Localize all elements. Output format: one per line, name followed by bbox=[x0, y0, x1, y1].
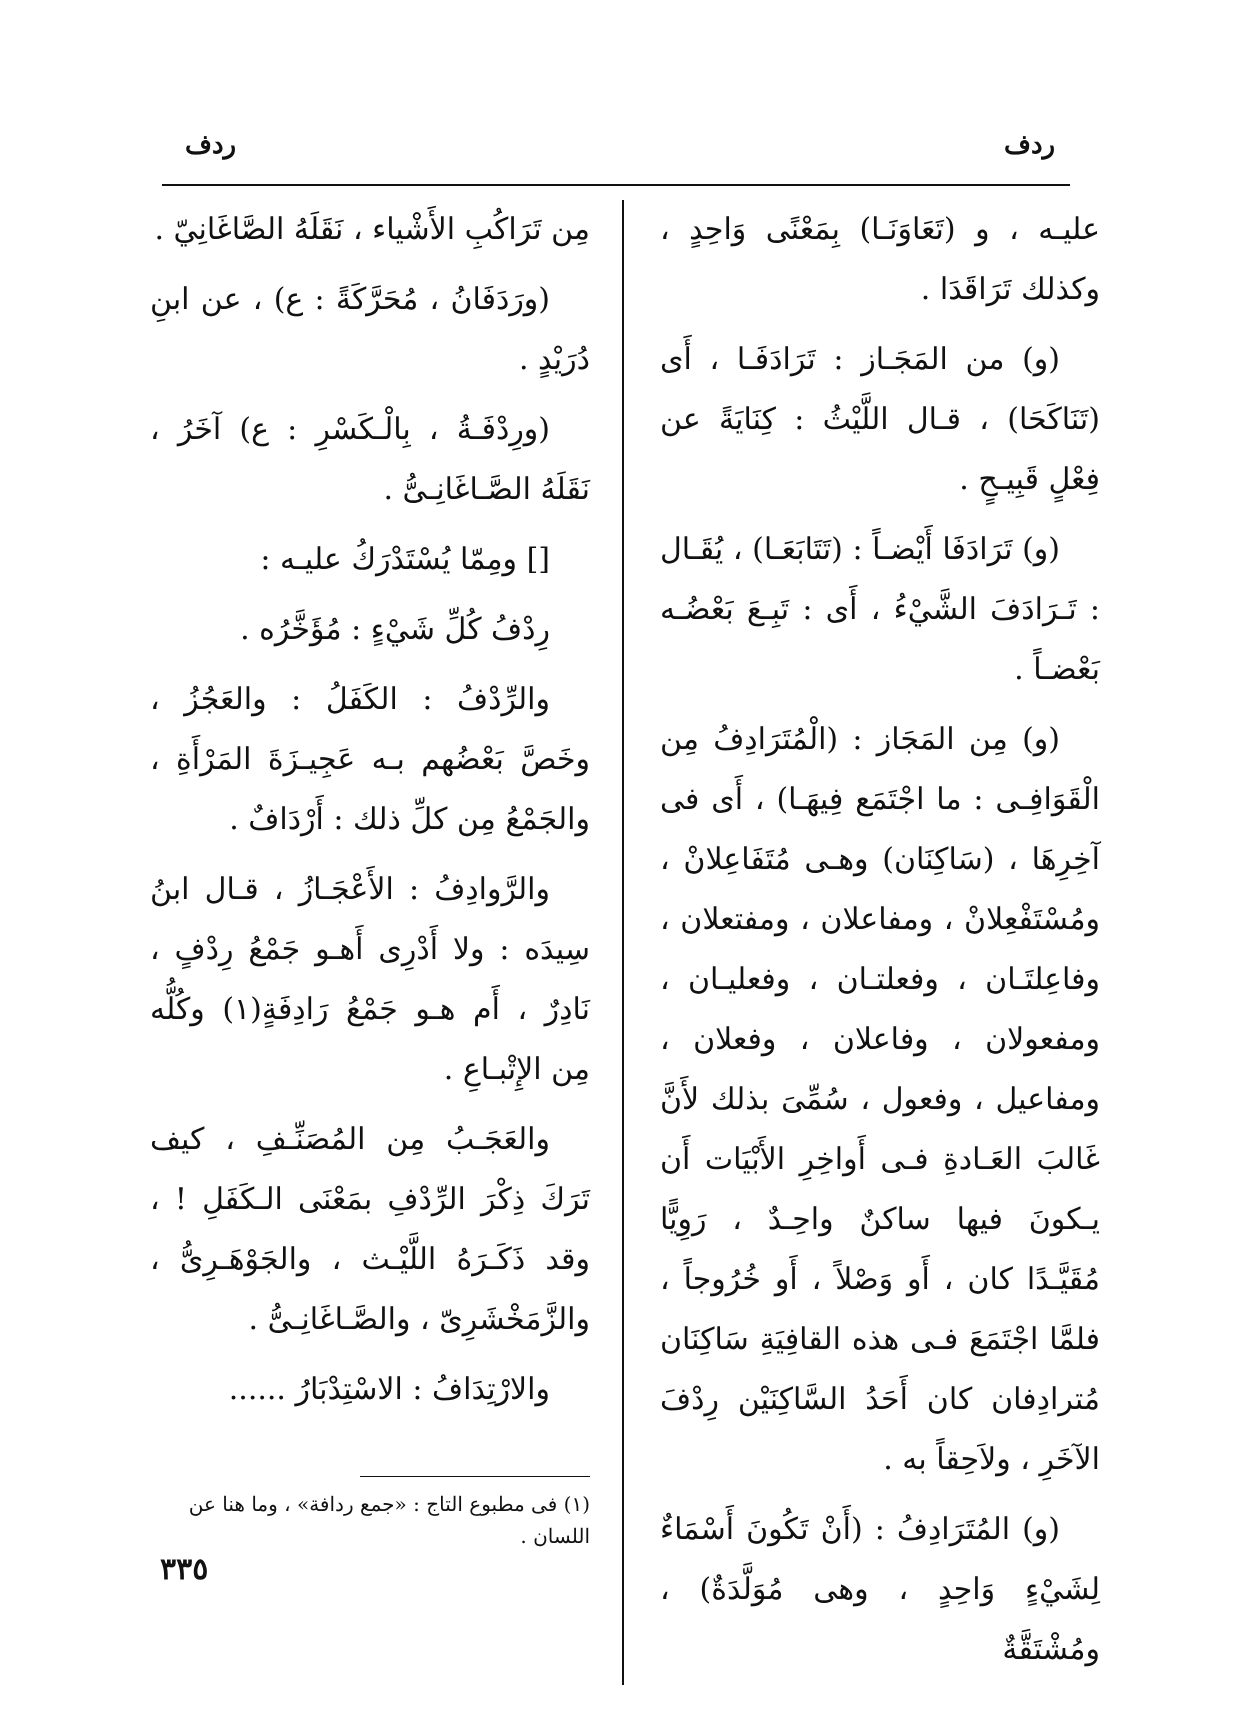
right-paragraph-5: (و) المُتَرَادِفُ : (أَنْ تَكُونَ أَسْمَاءٌ لِشَيْءٍ وَاحِدٍ ، وهى مُوَلَّدَةٌ) ، ومُشْتَقَّةٌ bbox=[660, 1512, 1100, 1667]
header-rule bbox=[162, 184, 1070, 186]
left-paragraph-2: (ورَدَفَانُ ، مُحَرَّكَةً : ع) ، عن ابنِ دُرَيْدٍ . bbox=[150, 282, 590, 377]
footnote: (١) فى مطبوع التاج : «جمع ردافة» ، وما هنا عن اللسان . bbox=[188, 1492, 590, 1548]
right-paragraph-3: (و) تَرَادَفَا أَيْضـاً : (تَتَابَعَـا) ، يُقَـال : تَـرَادَفَ الشَّيْءُ ، أَى : تَبِـعَ بَعْضُـه بَعْضـاً . bbox=[660, 532, 1100, 687]
left-paragraph-5: رِدْفُ كُلِّ شَيْءٍ : مُؤَخَّرُه . bbox=[240, 612, 550, 647]
left-paragraph-7: والرَّوادِفُ : الأَعْجَـازُ ، قـال ابنُ سِيدَه : ولا أَدْرِى أَهـو جَمْعُ رِدْفٍ ، نَادِرٌ ، أَم هـو جَمْعُ رَادِفَةٍ(١) وكُلُّه مِن الإِتْبـاعِ . bbox=[150, 872, 590, 1087]
running-header-right: ردف bbox=[1004, 130, 1056, 160]
left-paragraph-4: [] ومِمّا يُسْتَدْرَكُ عليـه : bbox=[260, 542, 550, 577]
right-paragraph-1: عليـه ، و (تَعَاوَنَـا) بِمَعْنًى وَاحِدٍ ، وكذلك تَرَاقَدَا . bbox=[660, 212, 1100, 307]
left-paragraph-1: مِن تَرَاكُبِ الأَشْياء ، نَقَلَهُ الصَّاغَانِيّ . bbox=[154, 212, 590, 247]
left-paragraph-3: (ورِدْفَـةُ ، بِالْـكَسْرِ : ع) آخَرُ ، نَقَلَهُ الصَّـاغَانِـىُّ . bbox=[150, 412, 590, 507]
right-column bbox=[660, 200, 1100, 1690]
column-separator bbox=[622, 200, 624, 1685]
running-header-left: ردف bbox=[185, 130, 237, 160]
left-paragraph-6: والرِّدْفُ : الكَفَلُ : والعَجُزُ ، وخَصَّ بَعْضُهم بـه عَجِيـزَةَ المَرْأَةِ ، والجَمْعُ مِن كلِّ ذلك : أَرْدَافٌ . bbox=[150, 682, 590, 837]
right-paragraph-4: (و) مِن المَجَاز : (الْمُتَرَادِفُ مِن الْقَوَافِـى : ما اجْتَمَع فِيهَـا) ، أَى فى آخِرِهَا ، (سَاكِنَان) وهـى مُتَفَاعِلانْ ، ومُسْتَفْعِلانْ ، ومفاعلان ، ومفتعلان ، وفاعِلتَـان ، وفعلتـان ، وفعليـان ، ومفعولان ، وفاعلان ، وفعلان ، ومفاعيل ، وفعول ، سُمِّىَ بذلك لأَنَّ غَالبَ العَـادةِ فـى أَواخِرِ الأَبْيَات أَن يـكونَ فيها ساكنٌ واحِـدٌ ، رَوِيًّا مُقَيَّـدًا كان ، أَو وَصْلاً ، أَو خُرُوجاً ، فلمَّا اجْتَمَعَ فـى هذه القافِيَةِ سَاكِنَان مُترادِفان كان أَحَدُ السَّاكِنَيْن رِدْفَ الآخَرِ ، ولاَحِقاً به . bbox=[660, 722, 1100, 1477]
right-paragraph-2: (و) من المَجَـاز : تَرَادَفَـا ، أَى (تَنَاكَحَا) ، قـال اللَّيْثُ : كِنَايَةً عن فِعْلٍ قَبِيـحٍ . bbox=[660, 342, 1100, 497]
left-paragraph-8: والعَجَـبُ مِن المُصَنِّـفِ ، كيف تَرَكَ ذِكْرَ الرِّدْفِ بمَعْنَى الـكَفَلِ ! ، وقد ذَكَـرَهُ اللَّيْـث ، والجَوْهَـرِىُّ ، والزَّمَخْشَرِىّ ، والصَّـاغَانِـىُّ . bbox=[150, 1122, 590, 1337]
left-column bbox=[150, 200, 590, 1430]
footnote-rule bbox=[360, 1476, 590, 1477]
left-paragraph-9: والارْتِدَافُ : الاسْتِدْبَارُ ...... bbox=[228, 1372, 550, 1407]
page-number: ٣٣٥ bbox=[160, 1552, 209, 1587]
